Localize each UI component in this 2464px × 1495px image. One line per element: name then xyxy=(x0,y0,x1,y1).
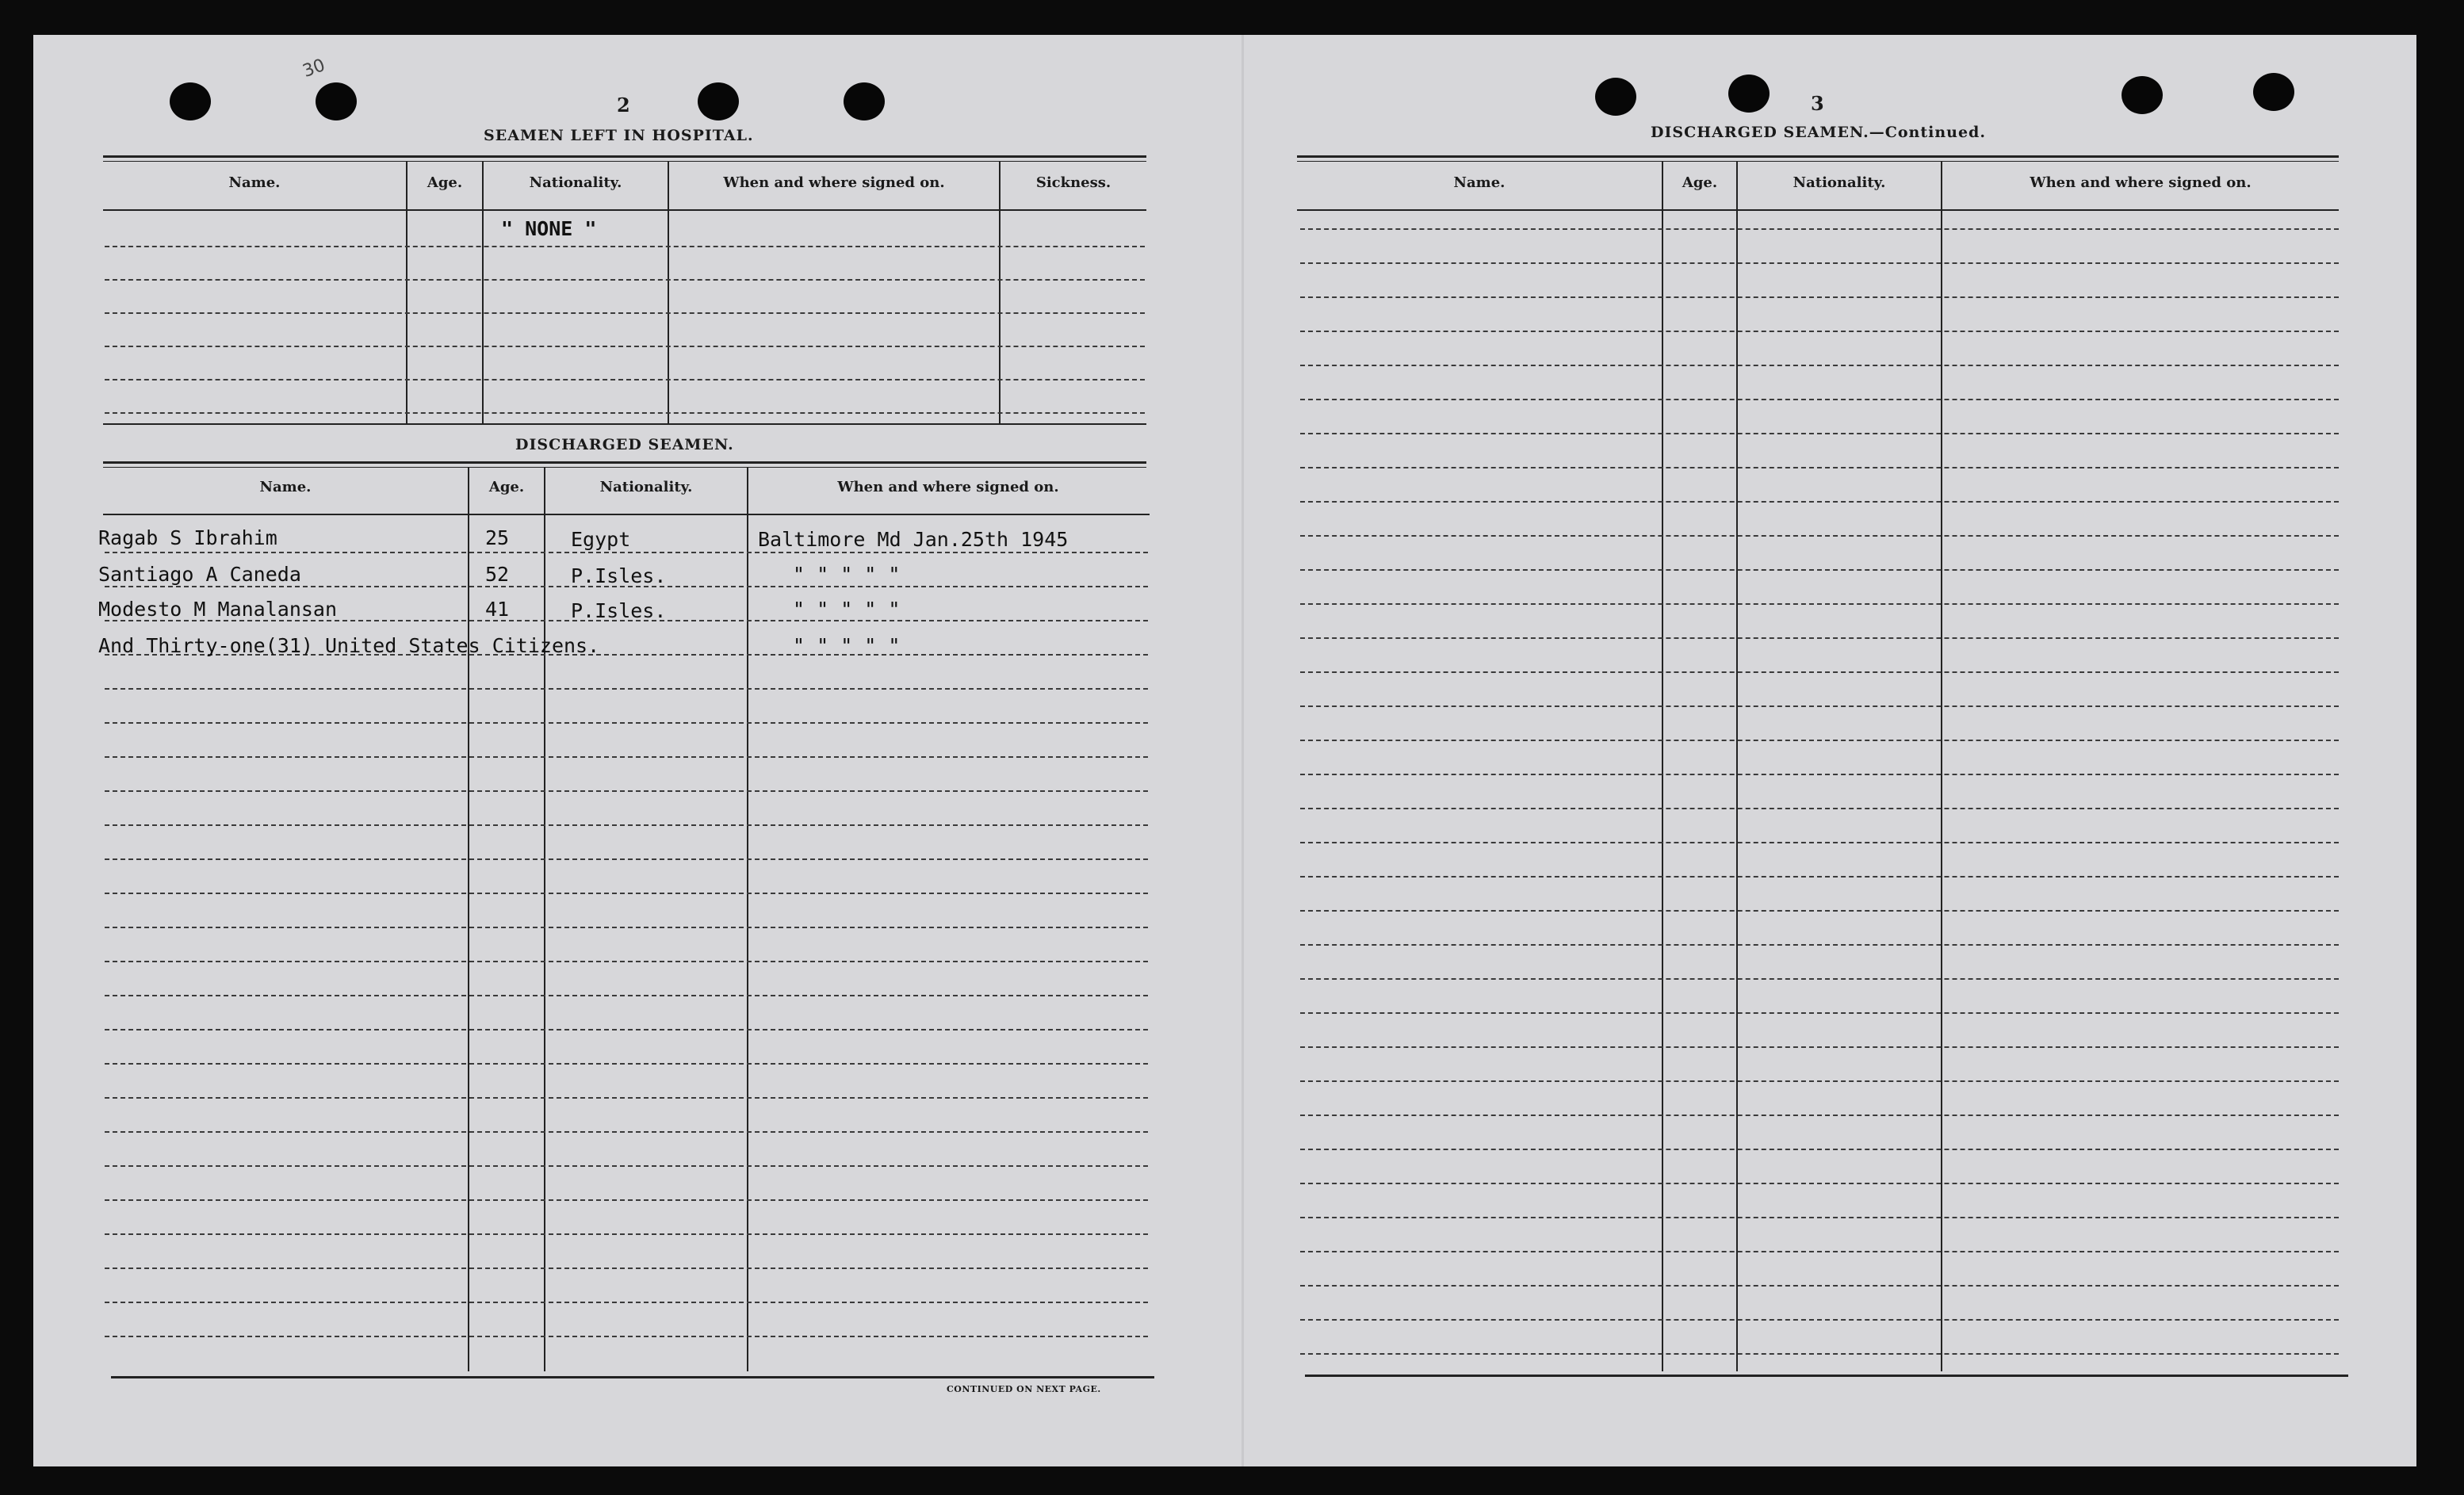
ruled-line xyxy=(1300,1012,2339,1014)
seaman-nationality: P.Isles. xyxy=(571,599,667,622)
punch-hole xyxy=(1595,78,1636,116)
ruled-line xyxy=(105,790,1148,792)
ruled-line xyxy=(105,279,1145,281)
ruled-line xyxy=(105,688,1148,690)
discharged-table-bottom-rule xyxy=(111,1376,1154,1378)
discharged-col-divider xyxy=(747,468,748,1371)
ruled-line xyxy=(1300,842,2339,843)
hospital-col-divider xyxy=(668,162,669,423)
right-header-age: Age. xyxy=(1682,174,1718,191)
ruled-line xyxy=(105,246,1145,247)
ruled-line xyxy=(1300,1251,2339,1252)
punch-hole xyxy=(2253,73,2294,111)
discharged-header-age: Age. xyxy=(488,479,525,495)
ruled-line xyxy=(1300,365,2339,366)
pencil-mark: 30 xyxy=(300,55,328,82)
ruled-line xyxy=(105,1165,1148,1167)
ruled-line xyxy=(1300,1183,2339,1184)
right-header-signed-on: When and where signed on. xyxy=(2030,174,2252,191)
ruled-line xyxy=(105,824,1148,826)
ruled-line xyxy=(105,756,1148,758)
discharged-table-top-rule xyxy=(103,461,1146,464)
ruled-line xyxy=(105,1029,1148,1030)
punch-hole xyxy=(698,82,739,120)
discharged-header-rule xyxy=(103,514,1150,515)
seaman-signed-on: Baltimore Md Jan.25th 1945 xyxy=(758,528,1069,551)
hospital-header-nationality: Nationality. xyxy=(529,174,622,191)
seaman-name: Modesto M Manalansan xyxy=(98,598,338,621)
ruled-line xyxy=(1300,603,2339,605)
right-col-divider xyxy=(1662,162,1663,1371)
ruled-line xyxy=(1300,774,2339,775)
ruled-line xyxy=(1300,1080,2339,1082)
right-header-name: Name. xyxy=(1453,174,1506,191)
seaman-signed-on: " " " " " xyxy=(793,598,901,621)
ruled-line xyxy=(105,858,1148,860)
ruled-line xyxy=(1300,262,2339,264)
ruled-line xyxy=(105,893,1148,894)
ruled-line xyxy=(105,961,1148,962)
hospital-header-rule xyxy=(103,209,1146,211)
ruled-line xyxy=(1300,1353,2339,1355)
hospital-table-top-rule xyxy=(103,155,1146,158)
seaman-age: 41 xyxy=(485,598,510,621)
hospital-table-top-rule-thin xyxy=(103,161,1146,162)
right-table-bottom-rule xyxy=(1305,1375,2348,1377)
ruled-line xyxy=(1300,331,2339,332)
ruled-line xyxy=(1300,1046,2339,1048)
seaman-nationality: P.Isles. xyxy=(571,564,667,587)
ruled-line xyxy=(1300,535,2339,537)
ruled-line xyxy=(1300,501,2339,503)
ruled-line xyxy=(105,995,1148,996)
right-header-nationality: Nationality. xyxy=(1793,174,1886,191)
ruled-line xyxy=(1300,1217,2339,1218)
ruled-line xyxy=(1300,978,2339,980)
ruled-line xyxy=(1300,467,2339,468)
discharged-col-divider xyxy=(544,468,545,1371)
ruled-line xyxy=(1300,808,2339,809)
ruled-line xyxy=(105,1199,1148,1201)
seaman-name: Santiago A Caneda xyxy=(98,563,301,586)
hospital-col-divider xyxy=(482,162,484,423)
ruled-line xyxy=(1300,228,2339,230)
ruled-line xyxy=(105,722,1148,724)
ruled-line xyxy=(1300,876,2339,878)
hospital-header-signed-on: When and where signed on. xyxy=(723,174,945,191)
ruled-line xyxy=(1300,944,2339,946)
ruled-line xyxy=(105,346,1145,347)
hospital-section-title: SEAMEN LEFT IN HOSPITAL. xyxy=(484,127,754,144)
discharged-col-divider xyxy=(468,468,469,1371)
seaman-signed-on: " " " " " xyxy=(793,563,901,586)
right-section-title: DISCHARGED SEAMEN.—Continued. xyxy=(1651,124,1986,141)
continued-footer: CONTINUED ON NEXT PAGE. xyxy=(947,1384,1101,1394)
ruled-line xyxy=(105,379,1145,380)
ruled-line xyxy=(1300,671,2339,673)
hospital-none-entry: " NONE " xyxy=(501,217,597,240)
hospital-col-divider xyxy=(999,162,1001,423)
seaman-name: And Thirty-one(31) United States Citizens. xyxy=(98,634,600,657)
seaman-name: Ragab S Ibrahim xyxy=(98,526,277,549)
right-col-divider xyxy=(1736,162,1738,1371)
ruled-line xyxy=(1300,433,2339,434)
ruled-line xyxy=(105,552,1148,553)
ruled-line xyxy=(1300,910,2339,912)
page-fold xyxy=(1242,35,1244,1466)
ruled-line xyxy=(1300,399,2339,400)
ruled-line xyxy=(105,1097,1148,1099)
seaman-nationality: Egypt xyxy=(571,528,631,551)
discharged-section-title: DISCHARGED SEAMEN. xyxy=(515,436,734,453)
ruled-line xyxy=(105,927,1148,928)
discharged-header-name: Name. xyxy=(259,479,312,495)
page-number-left: 2 xyxy=(617,94,630,117)
discharged-header-nationality: Nationality. xyxy=(599,479,693,495)
ruled-line xyxy=(1300,1285,2339,1287)
ruled-line xyxy=(1300,705,2339,707)
ruled-line xyxy=(1300,296,2339,298)
ruled-line xyxy=(1300,637,2339,639)
ruled-line xyxy=(105,412,1145,414)
ruled-line xyxy=(1300,1115,2339,1116)
punch-hole xyxy=(844,82,885,120)
ruled-line xyxy=(1300,1149,2339,1150)
ruled-line xyxy=(105,312,1145,314)
discharged-table-top-rule-thin xyxy=(103,467,1146,468)
hospital-header-sickness: Sickness. xyxy=(1035,174,1111,191)
punch-hole xyxy=(170,82,211,120)
ruled-line xyxy=(105,1233,1148,1235)
ruled-line xyxy=(105,1302,1148,1303)
right-table-top-rule xyxy=(1297,155,2339,158)
ruled-line xyxy=(105,1268,1148,1269)
ruled-line xyxy=(1300,740,2339,741)
ruled-line xyxy=(105,1336,1148,1337)
seaman-age: 25 xyxy=(485,526,510,549)
hospital-table-bottom-rule xyxy=(103,423,1146,425)
right-table-top-rule-thin xyxy=(1297,161,2339,162)
punch-hole xyxy=(1728,75,1770,113)
hospital-header-name: Name. xyxy=(228,174,281,191)
ruled-line xyxy=(1300,569,2339,571)
right-col-divider xyxy=(1941,162,1942,1371)
page-number-right: 3 xyxy=(1811,92,1824,115)
right-header-rule xyxy=(1297,209,2339,211)
punch-hole xyxy=(316,82,357,120)
ruled-line xyxy=(1300,1319,2339,1321)
seaman-age: 52 xyxy=(485,563,510,586)
punch-hole xyxy=(2122,76,2163,114)
discharged-header-signed-on: When and where signed on. xyxy=(837,479,1059,495)
hospital-header-age: Age. xyxy=(427,174,463,191)
seaman-signed-on: " " " " " xyxy=(793,634,901,657)
ruled-line xyxy=(105,1063,1148,1065)
hospital-col-divider xyxy=(406,162,407,423)
ruled-line xyxy=(105,1131,1148,1133)
